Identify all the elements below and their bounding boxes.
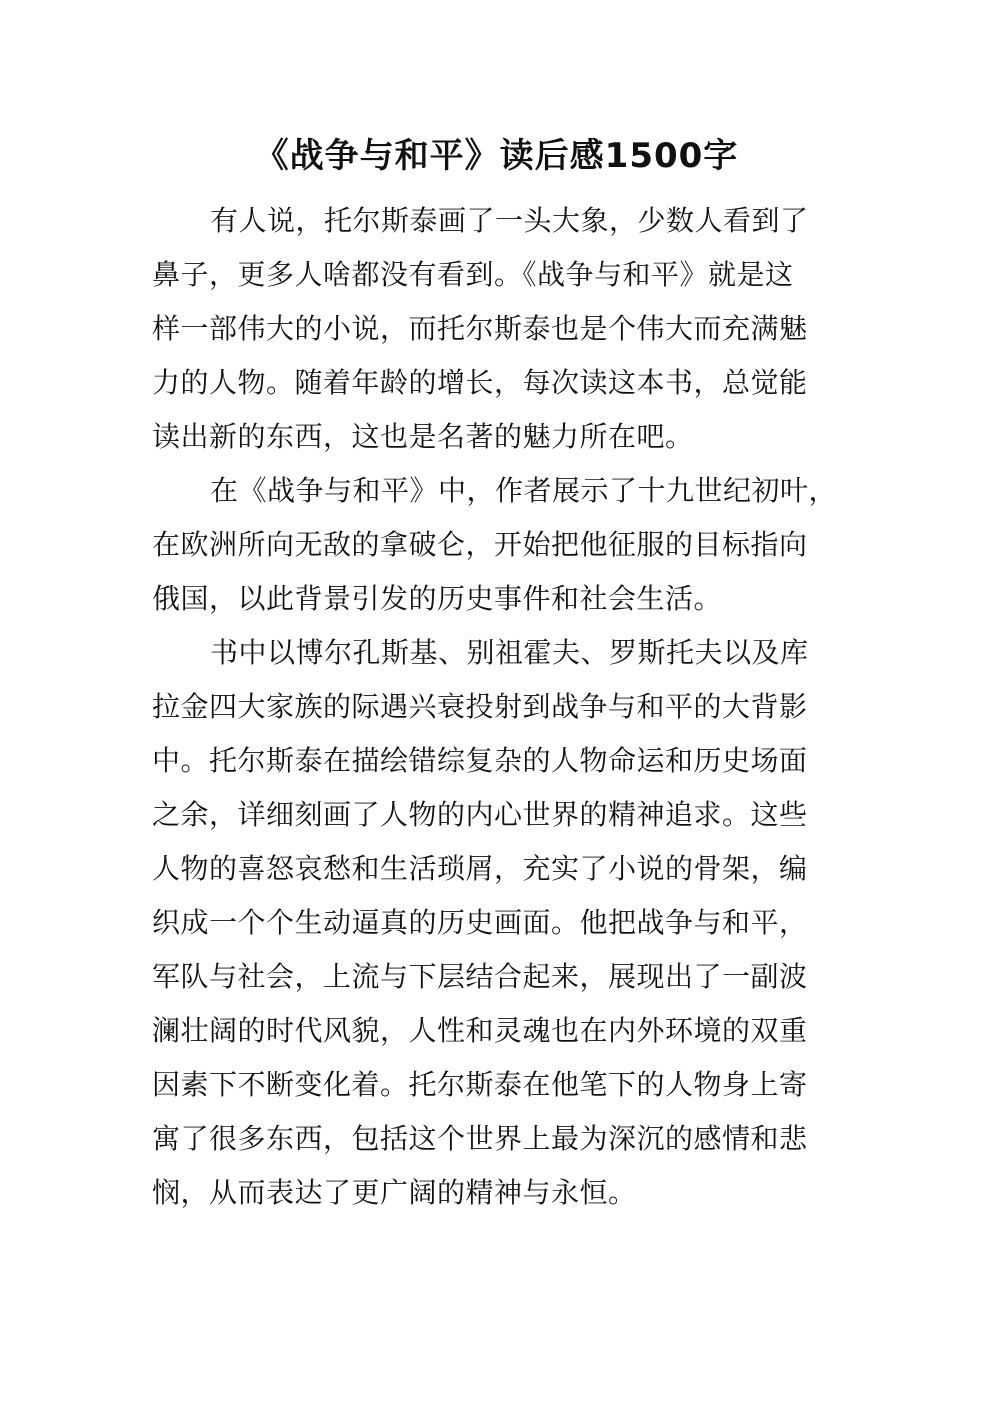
paragraph-line: 鼻子，更多人啥都没有看到。《战争与和平》就是这: [152, 258, 794, 291]
paragraph-line: 俄国，以此背景引发的历史事件和社会生活。: [152, 582, 723, 615]
document-body: [152, 194, 852, 1220]
paragraph-line: 因素下不断变化着。托尔斯泰在他笔下的人物身上寄: [152, 1068, 808, 1101]
paragraph-line: 在欧洲所向无敌的拿破仑，开始把他征服的目标指向: [152, 528, 808, 561]
paragraph-line: 样一部伟大的小说，而托尔斯泰也是个伟大而充满魅: [152, 312, 808, 345]
paragraph-1: [152, 194, 852, 464]
paragraph-3: [152, 626, 852, 1220]
paragraph-line: 中。托尔斯泰在描绘错综复杂的人物命运和历史场面: [152, 744, 808, 777]
paragraph-line: 寓了很多东西，包括这个世界上最为深沉的感情和悲: [152, 1122, 808, 1155]
paragraph-2: [152, 464, 852, 626]
paragraph-line: 读出新的东西，这也是名著的魅力所在吧。: [152, 420, 694, 453]
paragraph-line: 力的人物。随着年龄的增长，每次读这本书，总觉能: [152, 366, 808, 399]
paragraph-line: 在《战争与和平》中，作者展示了十九世纪初叶，: [210, 474, 838, 507]
paragraph-line: 之余，详细刻画了人物的内心世界的精神追求。这些: [152, 798, 808, 831]
paragraph-line: 悯，从而表达了更广阔的精神与永恒。: [152, 1176, 637, 1209]
paragraph-line: 人物的喜怒哀愁和生活琐屑，充实了小说的骨架，编: [152, 852, 808, 885]
document-title: 《战争与和平》读后感1500字: [254, 136, 739, 176]
paragraph-line: 织成一个个生动逼真的历史画面。他把战争与和平，: [152, 906, 808, 939]
paragraph-line: 拉金四大家族的际遇兴衰投射到战争与和平的大背影: [152, 690, 808, 723]
paragraph-line: 有人说，托尔斯泰画了一头大象，少数人看到了: [210, 204, 809, 237]
paragraph-line: 书中以博尔孔斯基、别祖霍夫、罗斯托夫以及库: [210, 636, 809, 669]
paragraph-line: 澜壮阔的时代风貌，人性和灵魂也在内外环境的双重: [152, 1014, 808, 1047]
paragraph-line: 军队与社会，上流与下层结合起来，展现出了一副波: [152, 960, 808, 993]
